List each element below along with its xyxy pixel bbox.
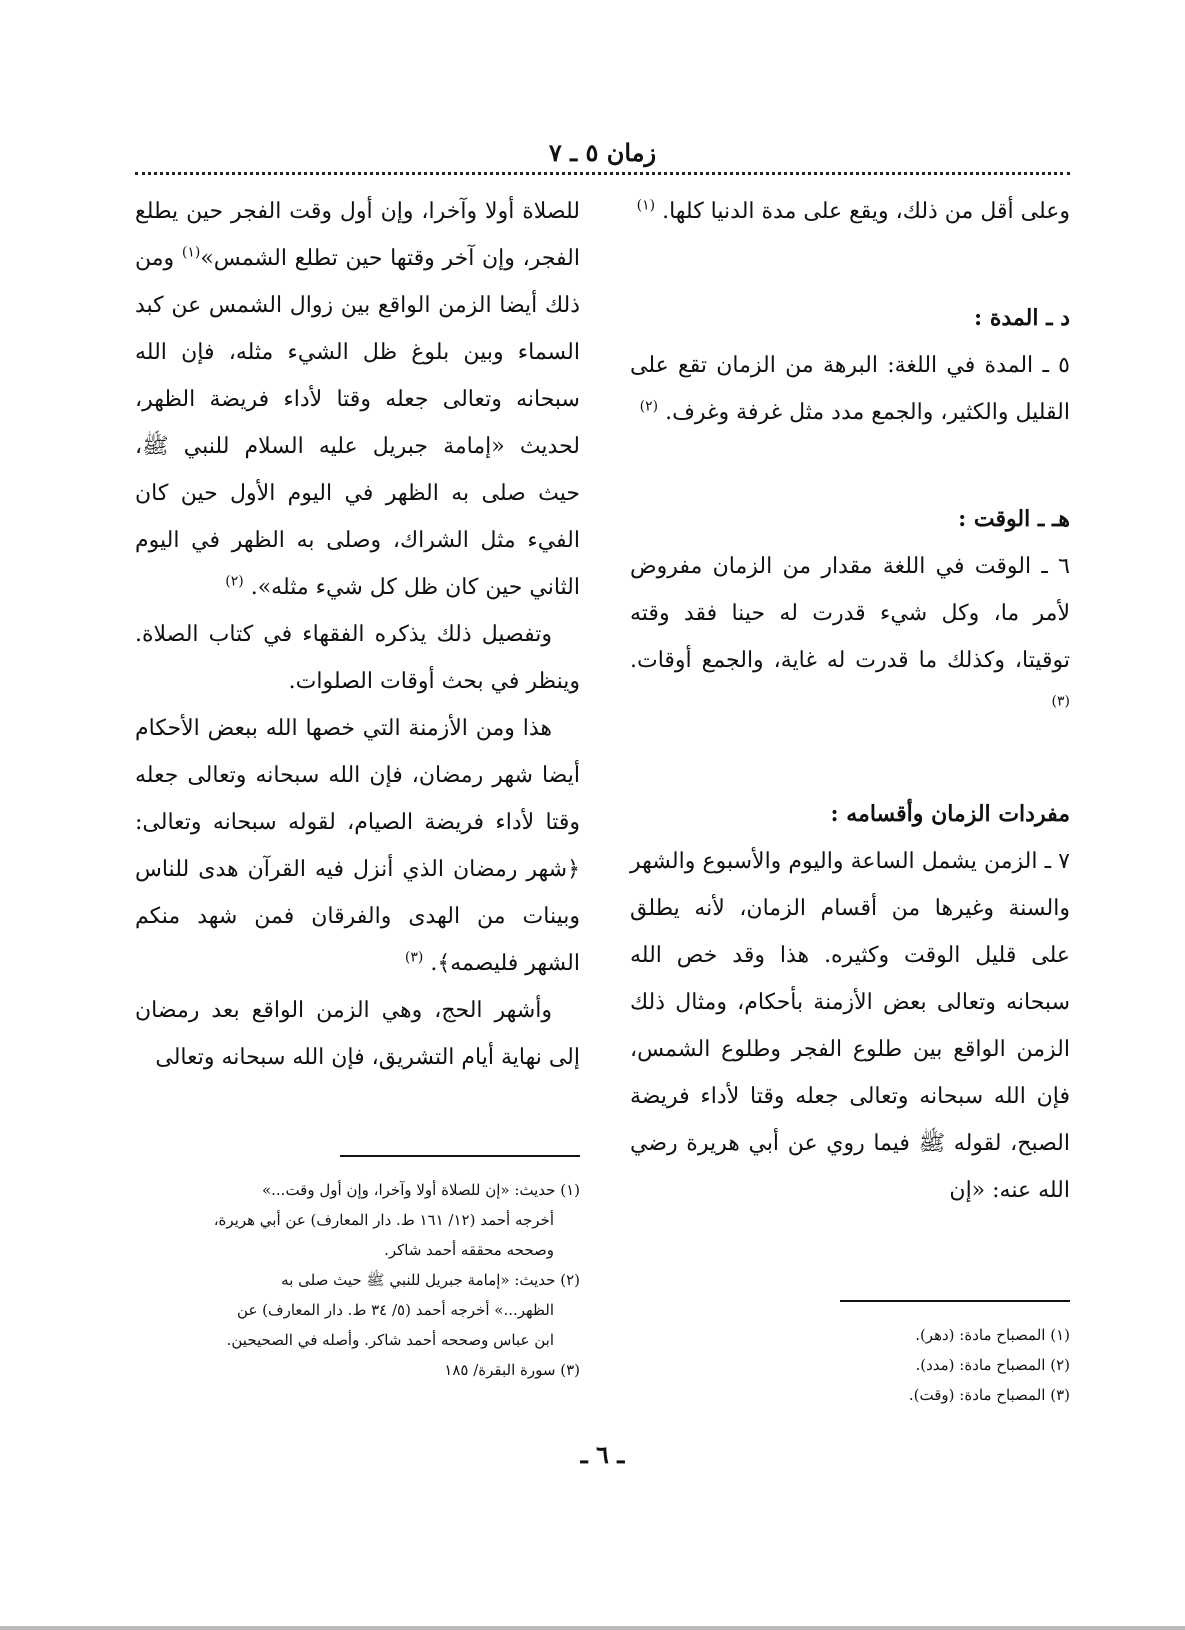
right-para-6: ٦ ـ الوقت في اللغة مقدار من الزمان مفروض لأمر ما، وكل شيء قدرت له حينا فقد وقته توقيتا، وكذلك ما قدرت له غاية، والجمع أوقات. $^{(٣)}$ [630, 554, 1070, 710]
footnote-2-line-3: ابن عباس وصححه أحمد شاكر. وأصله في الصحيحين. [226, 1331, 554, 1349]
footnote-3: (٣) سورة البقرة/ ١٨٥ [444, 1361, 580, 1379]
footnote-1-line-1: (١) حديث: «إن للصلاة أولا وآخرا، وإن أول وقت...» [261, 1181, 580, 1199]
right-para-7: ٧ ـ الزمن يشمل الساعة واليوم والأسبوع والشهر والسنة وغيرها من أقسام الزمان، لأنه يطلق على قليل الوقت وكثيره. هذا وقد خص الله سبحانه وتعالى بعض الأزمنة بأحكام، ومثال ذلك الزمن الواقع بين طلوع الفجر وطلوع الشمس، فإن الله سبحانه وتعالى جعله وقتا لأداء فريضة الصبح، لقوله ﷺ فيما روي عن أبي هريرة رضي الله عنه: «إن [630, 849, 1070, 1203]
footnote-ref: (١) [181, 244, 201, 261]
page-number: ـ ٦ ـ [580, 1440, 625, 1469]
footnote-1-line-3: وصححه محققه أحمد شاكر. [384, 1241, 554, 1259]
page-header: زمان ٥ ـ ٧ [548, 138, 657, 167]
footnotes-left [135, 1175, 580, 1385]
page-bottom-edge [0, 1626, 1185, 1630]
left-para-4: وأشهر الحج، وهي الزمن الواقع بعد رمضان إلى نهاية أيام التشريق، فإن الله سبحانه وتعالى [135, 998, 580, 1070]
footnote-ref: (٢) [639, 398, 659, 415]
footnote-ref: (٢) [225, 573, 244, 590]
heading-mufradat: مفردات الزمان وأقسامه : [830, 801, 1070, 827]
right-column [630, 188, 1070, 1214]
heading-waqt: هـ ـ الوقت : [958, 506, 1070, 532]
footnote-ref: (٣) [1051, 693, 1070, 710]
footnote-2: (٢) المصباح مادة: (مدد). [915, 1356, 1070, 1374]
footnote-1: (١) المصباح مادة: (دهر). [915, 1326, 1070, 1344]
right-para-1: وعلى أقل من ذلك، ويقع على مدة الدنيا كلها. $^{(١)}$ [636, 197, 1070, 224]
left-para-1: للصلاة أولا وآخرا، وإن أول وقت الفجر حين يطلع الفجر، وإن آخر وقتها حين تطلع الشمس»$^{(١)}$ ومن ذلك أيضا الزمن الواقع بين زوال الشمس عن كبد السماء وبين بلوغ ظل الشيء مثله، فإن الله سبحانه وتعالى جعله وقتا لأداء فريضة الظهر، لحديث «إمامة جبريل عليه السلام للنبي ﷺ، حيث صلى به الظهر في اليوم الأول حين كان الفيء مثل الشراك، وصلى به الظهر في اليوم الثاني حين كان ظل كل شيء مثله». $^{(٢)}$ [135, 199, 580, 600]
footnote-ref: (١) [636, 197, 656, 214]
heading-mudda: د ـ المدة : [974, 305, 1070, 331]
left-para-2: وتفصيل ذلك يذكره الفقهاء في كتاب الصلاة. وينظر في بحث أوقات الصلوات. [135, 622, 580, 694]
footnote-2-line-2: الظهر...» أخرجه أحمد (٥/ ٣٤ ط. دار المعارف) عن [237, 1301, 554, 1319]
footnote-rule-left [340, 1155, 580, 1157]
footnote-3: (٣) المصباح مادة: (وقت). [908, 1386, 1070, 1404]
header-dotted-rule [135, 172, 1070, 175]
footnote-2-line-1: (٢) حديث: «إمامة جبريل للنبي ﷺ حيث صلى به [281, 1271, 580, 1289]
right-para-5: ٥ ـ المدة في اللغة: البرهة من الزمان تقع على القليل والكثير، والجمع مدد مثل غرفة وغرف. $^{(٢)}$ [630, 353, 1070, 425]
left-para-3: هذا ومن الأزمنة التي خصها الله ببعض الأحكام أيضا شهر رمضان، فإن الله سبحانه وتعالى جعله وقتا لأداء فريضة الصيام، لقوله سبحانه وتعالى: ﴿شهر رمضان الذي أنزل فيه القرآن هدى للناس وبينات من الهدى والفرقان فمن شهد منكم الشهر فليصمه﴾. $^{(٣)}$ [135, 716, 580, 976]
left-column [135, 188, 580, 1081]
footnote-ref: (٣) [404, 949, 424, 966]
footnote-1-line-2: أخرجه أحمد (١٢/ ١٦١ ط. دار المعارف) عن أبي هريرة، [213, 1211, 554, 1229]
footnote-rule-right [840, 1300, 1070, 1302]
footnotes-right [630, 1320, 1070, 1410]
